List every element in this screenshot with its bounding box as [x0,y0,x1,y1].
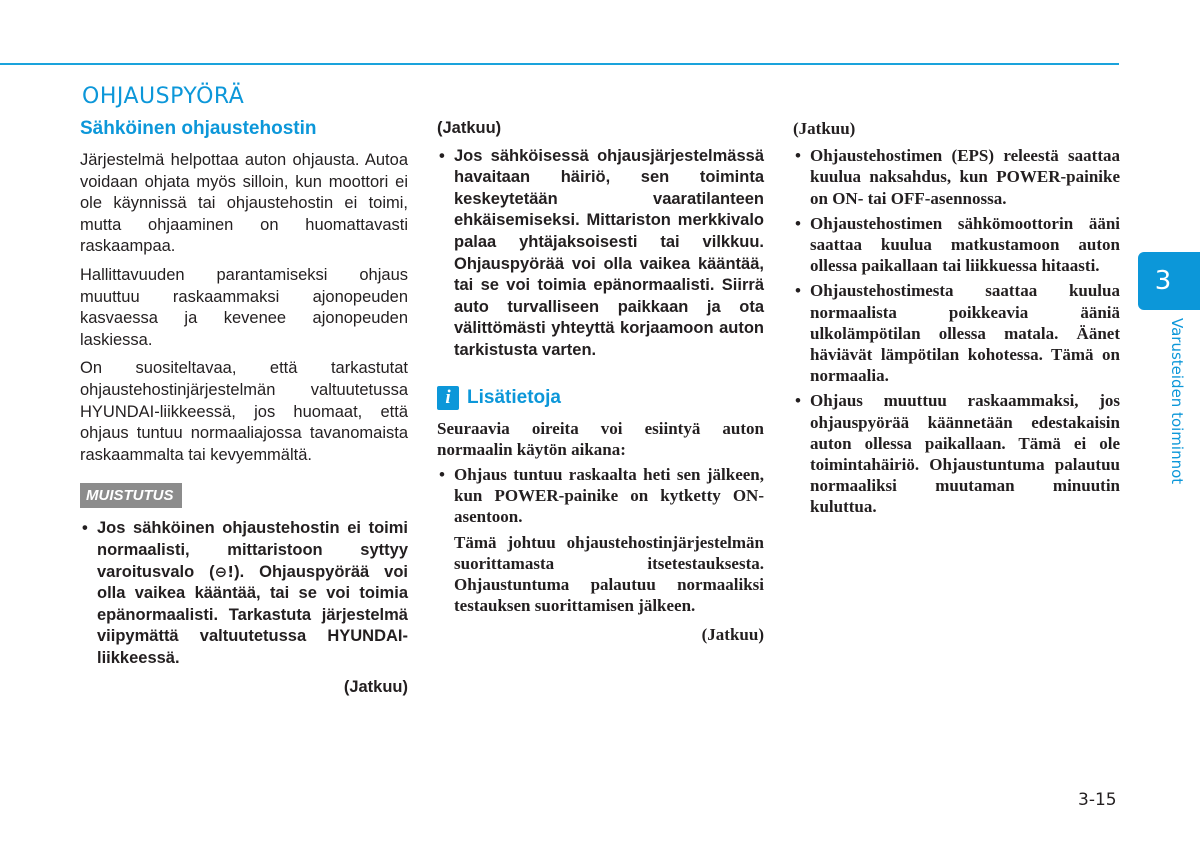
info-heading [437,386,764,410]
column-2 [437,118,764,646]
caution-badge: MUISTUTUS [80,483,182,508]
page-number: 3-15 [1078,790,1117,810]
caution-text-2: ). Ohjauspyörää voi olla vaikea kääntää, tai se voi toimia epänormaalisti. Tarkastuta järjestelmä viipymättä valtuutetussa HYUNDAI-liikkeessä. [97,562,408,667]
info-icon: i [437,386,459,410]
caution-text-1: Jos sähköinen ohjaustehostin ei toimi normaalisti, mittaristoon syttyy varoitusvalo ( [97,519,408,581]
chapter-side-label: Varusteiden toiminnot [1168,318,1186,485]
caution-bullet [80,518,408,669]
symptom-bullet: • Ohjaustehostimesta saattaa kuulua normaalista poikkeavia ääniä ulkolämpötilan ollessa matala. Äänet häviävät lämpötilan kohotessa. Tämä on normaalia. [793,280,1120,386]
info-bullet: • Ohjaus tuntuu raskaalta heti sen jälkeen, kun POWER-painike on kytketty ON-asentoon. [437,464,764,528]
column-3 [793,118,1120,522]
symptom-bullet: • Ohjaustehostimen (EPS) releestä saattaa kuulua naksahdus, kun POWER-painike on ON- tai OFF-asennossa. [793,145,1120,209]
info-list [437,464,764,528]
top-rule [0,63,1119,65]
continued-label-top: (Jatkuu) [793,119,856,138]
continued-label: (Jatkuu) [343,678,408,697]
steering-warning-icon: ⊖! [214,562,235,581]
symptom-bullet: • Ohjaustehostimen sähkömoottorin ääni saattaa kuulua matkustamoon auton ollessa paikallaan tai liikkuessa hitaasti. [793,213,1120,277]
chapter-title: OHJAUSPYÖRÄ [82,84,245,109]
chapter-tab: 3 [1138,252,1200,310]
malfunction-bullet: • Jos sähköisessä ohjausjärjestelmässä havaitaan häiriö, sen toiminta keskeytetään vaaratilanteen ehkäisemiseksi. Mittariston merkkivalo palaa yhtäjaksoisesti tai vilkkuu. Ohjauspyörää voi olla vaikea kääntää, tai se voi toimia epänormaalisti. Siirrä auto turvalliseen paikkaan ja ota välittömästi yhteyttä korjaamoon auton tarkistusta varten. [437,146,764,362]
column-1 [80,118,408,699]
info-sub-paragraph: Tämä johtuu ohjaustehostinjärjestelmän suorittamasta itsetestauksesta. Ohjaustuntuma palautuu normaaliksi testauksen suorittamisen jälkeen. [454,532,764,616]
intro-paragraph-2: Hallittavuuden parantamiseksi ohjaus muuttuu raskaammaksi ajonopeuden kasvaessa ja kevenee ajonopeuden laskiessa. [80,265,408,349]
symptom-list [793,145,1120,517]
continued-label-top: (Jatkuu) [437,119,502,137]
continued-label-bottom: (Jatkuu) [701,625,764,645]
section-title: Sähköinen ohjaustehostin [80,118,317,139]
symptom-bullet: • Ohjaus muuttuu raskaammaksi, jos ohjauspyörää käännetään edestakaisin auton ollessa paikallaan. Tämä ei ole toimintahäiriö. Ohjaustuntuma palautuu normaaliksi muutaman minuutin kuluttua. [793,390,1120,517]
info-intro: Seuraavia oireita voi esiintyä auton normaalin käytön aikana: [437,418,764,459]
malfunction-list [437,146,764,362]
info-title: Lisätietoja [467,386,561,408]
intro-paragraph-1: Järjestelmä helpottaa auton ohjausta. Autoa voidaan ohjata myös silloin, kun moottori ei ole käynnissä tai ohjaustehostin ei toimi, mutta ohjaaminen on huomattavasti raskaampaa. [80,151,408,256]
caution-list [80,518,408,669]
intro-paragraph-3: On suositeltavaa, että tarkastutat ohjaustehostinjärjestelmän valtuutetussa HYUNDAI-liikkeessä, jos huomaat, että ohjaus tuntuu normaaliajossa tavanomaista raskaammalta tai kevyemmältä. [80,359,408,464]
